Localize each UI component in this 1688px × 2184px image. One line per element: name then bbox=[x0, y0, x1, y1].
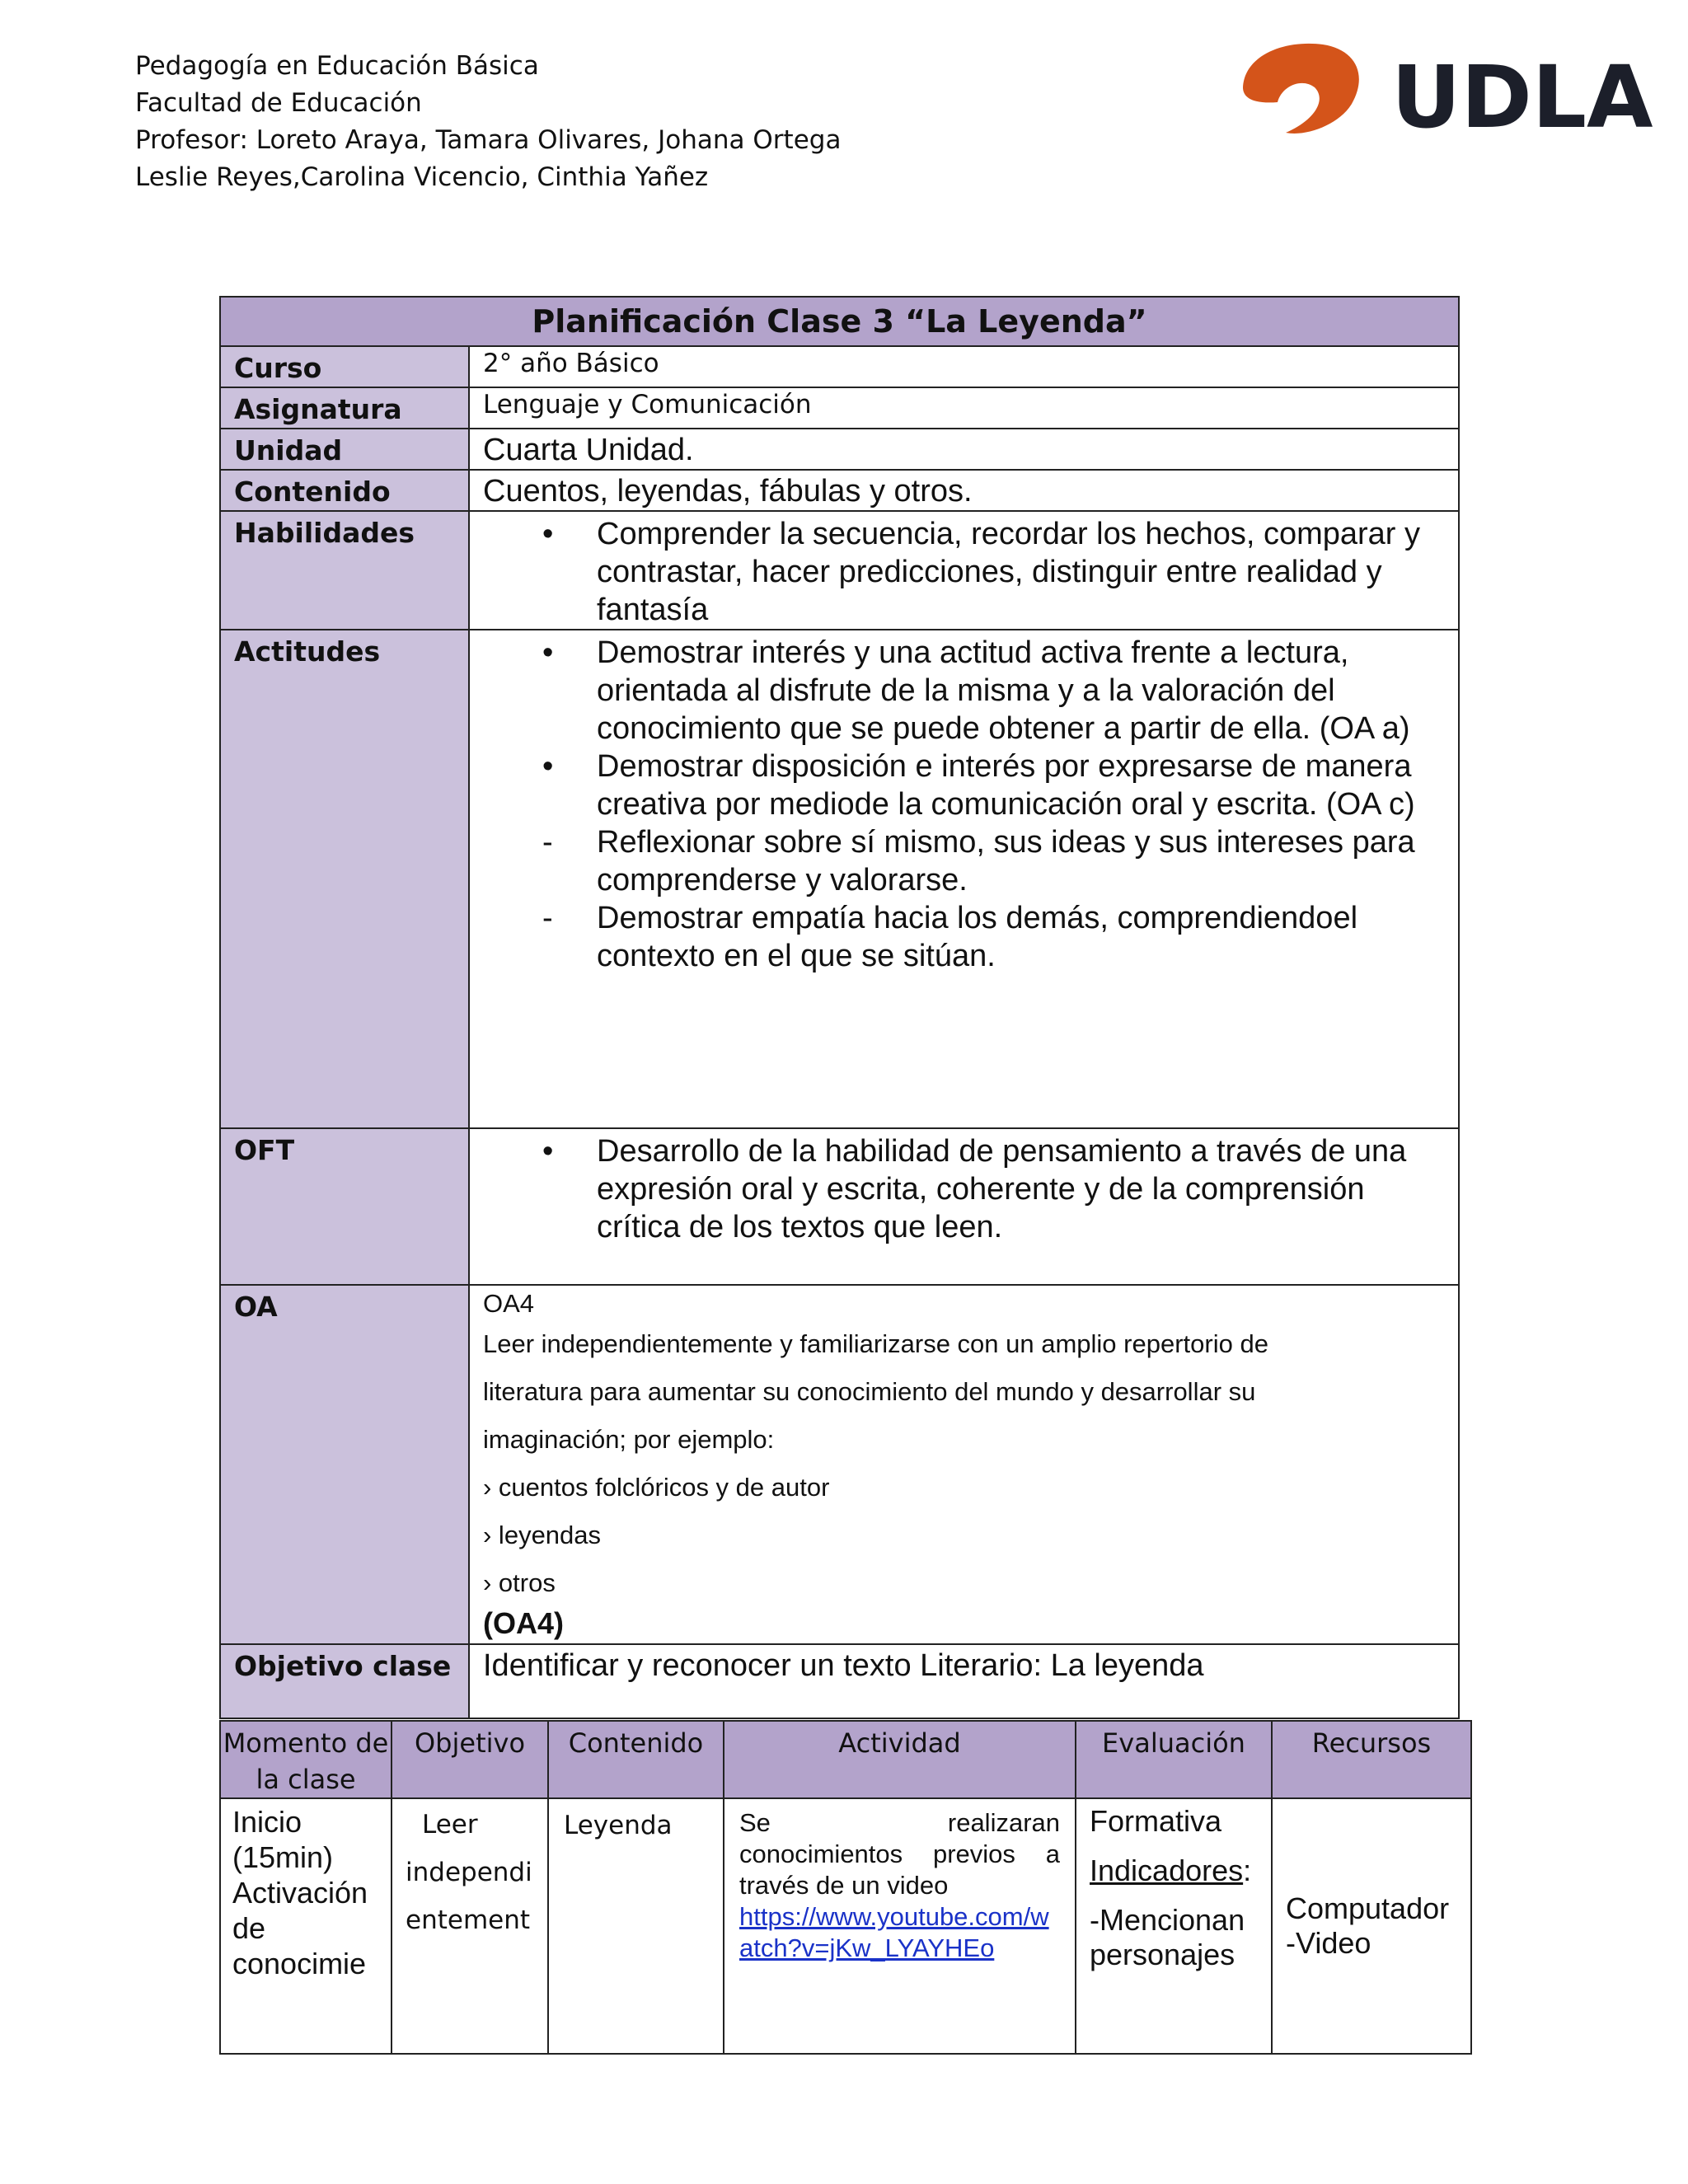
value-curso: 2° año Básico bbox=[469, 346, 1459, 387]
label-oa: OA bbox=[220, 1285, 469, 1644]
label-contenido: Contenido bbox=[220, 470, 469, 511]
habilidades-list bbox=[483, 513, 1445, 629]
cell-actividad bbox=[724, 1798, 1076, 2054]
oa-line: › otros bbox=[483, 1568, 556, 1597]
header-actividad: Actividad bbox=[724, 1721, 1076, 1798]
header-recursos: Recursos bbox=[1272, 1721, 1471, 1798]
header-line-professors: Profesor: Loreto Araya, Tamara Olivares, Johana Ortega bbox=[135, 125, 842, 155]
actitudes-list bbox=[483, 632, 1445, 975]
list-item: • Demostrar interés y una actitud activa frente a lectura, orientada al disfrute de la misma y a la valoración del conocimiento que se puede obtener a partir de ella. (OA a) bbox=[542, 635, 1410, 746]
label-habilidades: Habilidades bbox=[220, 511, 469, 630]
oa-closing: (OA4) bbox=[483, 1606, 564, 1640]
value-actitudes bbox=[469, 630, 1459, 1128]
evaluacion-title: Formativa bbox=[1090, 1804, 1222, 1838]
list-item: • Demostrar disposición e interés por expresarse de manera creativa por mediode la comunicación oral y escrita. (OA c) bbox=[542, 749, 1415, 822]
list-item: • Comprender la secuencia, recordar los hechos, comparar y contrastar, hacer predicciones, distinguir entre realidad y fantasía bbox=[542, 517, 1421, 627]
header-line-program: Pedagogía en Educación Básica bbox=[135, 51, 539, 81]
oa-line: imaginación; por ejemplo: bbox=[483, 1425, 775, 1454]
cell-momento: Inicio (15min) Activación de conocimie bbox=[220, 1798, 392, 2054]
oa-line: literatura para aumentar su conocimiento del mundo y desarrollar su bbox=[483, 1377, 1256, 1406]
cell-objetivo: Leer independi entement bbox=[392, 1798, 548, 2054]
value-contenido: Cuentos, leyendas, fábulas y otros. bbox=[469, 470, 1459, 511]
oa-line: › cuentos folclóricos y de autor bbox=[483, 1473, 830, 1502]
value-oft bbox=[469, 1128, 1459, 1285]
header-contenido: Contenido bbox=[548, 1721, 724, 1798]
actividad-text: Se realizaran conocimientos previos a través de un video bbox=[739, 1808, 1060, 1900]
cell-evaluacion: Formativa Indicadores: -Mencionan personajes bbox=[1076, 1798, 1272, 2054]
oa-line: Leer independientemente y familiarizarse con un amplio repertorio de bbox=[483, 1329, 1268, 1358]
label-actitudes: Actitudes bbox=[220, 630, 469, 1128]
plan-title: Planificación Clase 3 “La Leyenda” bbox=[220, 297, 1459, 346]
udla-logo-text: UDLA bbox=[1391, 47, 1653, 148]
list-item: - Reflexionar sobre sí mismo, sus ideas y sus intereses para comprenderse y valorarse. bbox=[542, 825, 1415, 898]
value-objetivo: Identificar y reconocer un texto Literario: La leyenda bbox=[469, 1644, 1459, 1718]
value-habilidades bbox=[469, 511, 1459, 630]
header-evaluacion: Evaluación bbox=[1076, 1721, 1272, 1798]
label-objetivo: Objetivo clase bbox=[220, 1644, 469, 1718]
video-link[interactable]: https://www.youtube.com/watch?v=jKw_LYAYHEo bbox=[739, 1902, 1049, 1962]
udla-logo bbox=[1236, 38, 1653, 148]
oa-line: › leyendas bbox=[483, 1521, 602, 1549]
oa-code: OA4 bbox=[483, 1289, 535, 1318]
header-objetivo: Objetivo bbox=[392, 1721, 548, 1798]
value-asignatura: Lenguaje y Comunicación bbox=[469, 387, 1459, 429]
value-unidad: Cuarta Unidad. bbox=[469, 429, 1459, 470]
label-curso: Curso bbox=[220, 346, 469, 387]
plan-table bbox=[219, 296, 1460, 1719]
cell-recursos: Computador -Video bbox=[1272, 1798, 1471, 2054]
document-header bbox=[135, 48, 841, 196]
list-item: • Desarrollo de la habilidad de pensamiento a través de una expresión oral y escrita, coherente y de la comprensión crítica de los textos que leen. bbox=[542, 1134, 1407, 1244]
header-line-faculty: Facultad de Educación bbox=[135, 88, 422, 118]
label-oft: OFT bbox=[220, 1128, 469, 1285]
label-asignatura: Asignatura bbox=[220, 387, 469, 429]
udla-logo-mark bbox=[1243, 44, 1359, 134]
evaluacion-indicadores: Indicadores bbox=[1090, 1854, 1244, 1887]
header-line-students: Leslie Reyes,Carolina Vicencio, Cinthia Yañez bbox=[135, 162, 709, 192]
list-item: - Demostrar empatía hacia los demás, comprendiendoel contexto en el que se sitúan. bbox=[542, 901, 1358, 973]
moments-table bbox=[219, 1720, 1472, 2055]
oft-list bbox=[483, 1131, 1445, 1246]
cell-contenido: Leyenda bbox=[548, 1798, 724, 2054]
header-momento: Momento de la clase bbox=[220, 1721, 392, 1798]
label-unidad: Unidad bbox=[220, 429, 469, 470]
value-oa bbox=[469, 1285, 1459, 1644]
